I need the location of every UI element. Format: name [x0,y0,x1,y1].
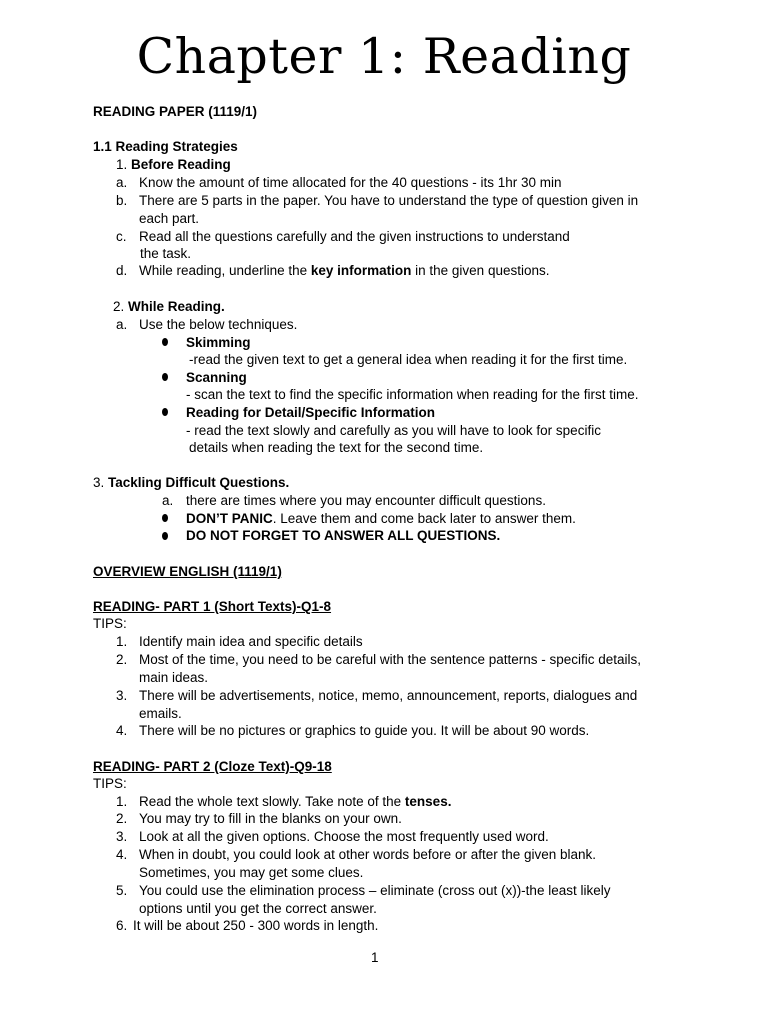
bullet-icon [162,532,168,540]
difficult-bullet-dont-panic: DON’T PANIC. Leave them and come back later to answer them. [186,511,576,526]
part1-tip-4-marker: 4. [116,723,128,738]
part2-tip-4: When in doubt, you could look at other words before or after the given blank. [139,847,597,862]
part2-tip-1-marker: 1. [116,794,128,809]
part2-tip-5-marker: 5. [116,883,128,898]
before-reading-heading: 1. Before Reading [116,157,231,172]
part1-tip-3-marker: 3. [116,688,128,703]
overview-heading: OVERVIEW ENGLISH (1119/1) [93,564,282,579]
part1-tip-2: Most of the time, you need to be careful with the sentence patterns - specific details, [139,652,642,667]
technique-detail-desc-cont: details when reading the text for the second time. [189,440,484,455]
part1-tip-2-marker: 2. [116,652,128,667]
difficult-bullet-answer-all: DO NOT FORGET TO ANSWER ALL QUESTIONS. [186,528,501,543]
before-item-c-cont: the task. [140,246,192,261]
part1-tips-label: TIPS: [93,616,127,631]
before-item-d-marker: d. [116,263,128,278]
part1-tip-4: There will be no pictures or graphics to guide you. It will be about 90 words. [139,723,590,738]
part2-tip-4-marker: 4. [116,847,128,862]
part2-tip-2: You may try to fill in the blanks on your own. [139,811,402,826]
while-reading-heading: 2. While Reading. [113,299,225,314]
part1-heading: READING- PART 1 (Short Texts)-Q1-8 [93,599,332,614]
before-item-b: There are 5 parts in the paper. You have to understand the type of question given in [139,193,639,208]
part2-tip-2-marker: 2. [116,811,128,826]
difficult-heading: 3. Tackling Difficult Questions. [93,475,290,490]
part2-tip-3: Look at all the given options. Choose the most frequently used word. [139,829,549,844]
while-item-a: Use the below techniques. [139,317,298,332]
part1-tip-3: There will be advertisements, notice, memo, announcement, reports, dialogues and [139,688,638,703]
chapter-title: Chapter 1: Reading [136,28,632,85]
technique-detail-desc: - read the text slowly and carefully as you will have to look for specific [186,423,601,438]
part2-tip-6-marker: 6. [116,918,128,933]
technique-skimming: Skimming [186,335,251,350]
bullet-icon [162,338,168,346]
technique-scanning: Scanning [186,370,247,385]
part1-tip-3-cont: emails. [139,706,182,721]
technique-scanning-desc: - scan the text to find the specific information when reading for the first time. [186,387,639,402]
part2-heading: READING- PART 2 (Cloze Text)-Q9-18 [93,759,332,774]
before-item-b-marker: b. [116,193,128,208]
technique-detail: Reading for Detail/Specific Information [186,405,436,420]
part2-tip-6: It will be about 250 - 300 words in length. [133,918,379,933]
part1-tip-1-marker: 1. [116,634,128,649]
difficult-item-a-marker: a. [162,493,174,508]
part2-tips-label: TIPS: [93,776,127,791]
bullet-icon [162,408,168,416]
part2-tip-5: You could use the elimination process – eliminate (cross out (x))-the least likely [139,883,611,898]
before-item-b-cont: each part. [139,211,200,226]
paper-header: READING PAPER (1119/1) [93,104,258,119]
part1-tip-1: Identify main idea and specific details [139,634,363,649]
technique-skimming-desc: -read the given text to get a general idea when reading it for the first time. [189,352,628,367]
strategies-heading: 1.1 Reading Strategies [93,139,238,154]
before-item-c: Read all the questions carefully and the given instructions to understand [139,229,570,244]
bullet-icon [162,514,168,522]
part2-tip-4-cont: Sometimes, you may get some clues. [139,865,364,880]
bullet-icon [162,373,168,381]
while-item-a-marker: a. [116,317,128,332]
part1-tip-2-cont: main ideas. [139,670,209,685]
before-item-c-marker: c. [116,229,127,244]
part2-tip-1: Read the whole text slowly. Take note of the tenses. [139,794,452,809]
part2-tip-3-marker: 3. [116,829,128,844]
before-item-d: While reading, underline the key information in the given questions. [139,263,550,278]
before-item-a: Know the amount of time allocated for the 40 questions - its 1hr 30 min [139,175,562,190]
difficult-item-a: there are times where you may encounter difficult questions. [186,493,546,508]
page-number: 1 [371,950,379,965]
before-item-a-marker: a. [116,175,128,190]
part2-tip-5-cont: options until you get the correct answer. [139,901,377,916]
